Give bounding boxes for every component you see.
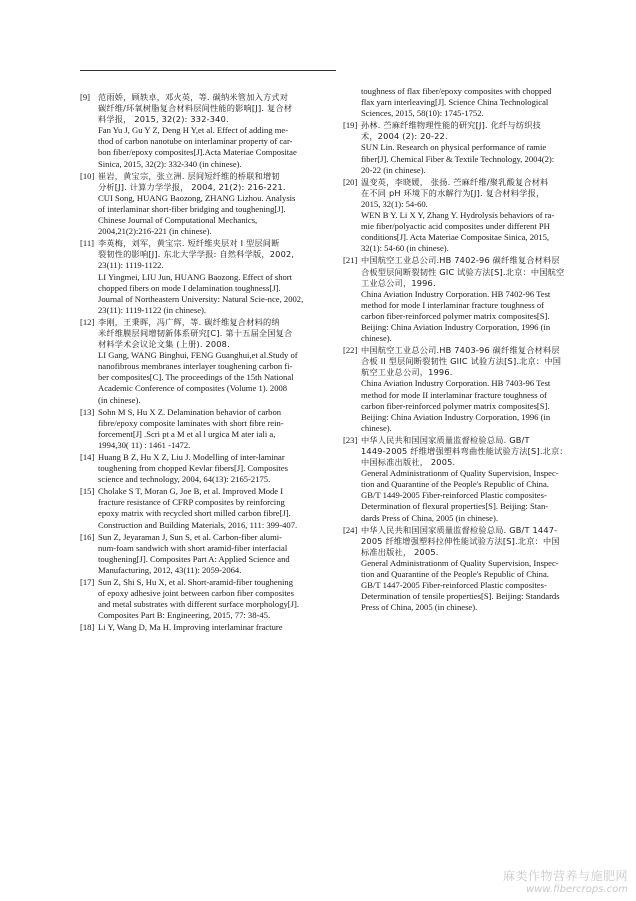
reference-number: [23]	[343, 434, 358, 445]
reference-line: ber composites[C]. The proceedings of the 15th National	[98, 372, 294, 383]
reference-line: thod of carbon nanotube on interlaminar property of car-	[98, 136, 293, 147]
reference-number: [15]	[80, 486, 95, 497]
reference-entry	[80, 622, 323, 633]
reference-entry	[80, 92, 323, 170]
reference-line: of epoxy adhesive joint between carbon fiber composites	[98, 588, 294, 599]
reference-line: WEN B Y. Li X Y, Zhang Y. Hydrolysis behaviors of ra-	[361, 210, 555, 221]
reference-entry	[80, 577, 323, 621]
reference-line: dards Press of China, 2005 (in chinese).	[361, 512, 498, 523]
reference-line: Sun Z, Jeyaraman J, Sun S, et al. Carbon-fiber alumi-	[98, 531, 283, 542]
reference-number: [20]	[343, 176, 358, 187]
watermark	[503, 867, 628, 895]
reference-entry	[343, 86, 589, 119]
reference-entry	[343, 525, 589, 614]
reference-line: 中国航空工业总公司.HB 7403-96 碳纤维复合材料层	[361, 345, 560, 356]
reference-line: toughening from chopped Kevlar fibers[J]. Composites	[98, 463, 288, 474]
reference-line: Journal of Northeastern University: Natural Scie-nce, 2002,	[98, 293, 304, 304]
reference-line: 术，2004 (2): 20-22.	[361, 131, 448, 142]
reference-line: 李英梅，刘军，黄宝宗. 短纤维夹层对 I 型层间断	[98, 238, 280, 249]
reference-line: Construction and Building Materials, 2016, 111: 399-407.	[98, 519, 298, 530]
reference-number: [21]	[343, 255, 358, 266]
reference-number: [16]	[80, 531, 95, 542]
reference-line: 崔岩，黄宝宗，张立洲. 层间短纤维的桥联和增韧	[98, 170, 280, 181]
reference-number: [24]	[343, 524, 358, 535]
watermark-site-name: 麻类作物营养与施肥网	[502, 869, 628, 883]
reference-line: chinese).	[361, 333, 392, 344]
reference-line: nanofibrous membranes interlayer toughening carbon fi-	[98, 361, 293, 372]
reference-number: [19]	[343, 120, 358, 131]
reference-line: Beijing: China Aviation Industry Corporation, 1996 (in	[361, 321, 551, 332]
reference-line: Huang B Z, Hu X Z, Liu J. Modelling of inter-laminar	[98, 452, 285, 462]
reference-line: 裂韧性的影响[J]. 东北大学学报: 自然科学版，2002,	[98, 249, 295, 260]
reference-line: method for mode I interlaminar fracture toughness of	[361, 299, 545, 310]
reference-line: 1449-2005 纤维增强塑料弯曲性能试验方法[S].北京：	[361, 446, 568, 456]
reference-line: LI Yingmei, LIU Jun, HUANG Baozong. Effect of short	[98, 271, 293, 282]
reference-line: 合板 II 型层间断裂韧性 GIIC 试验方法[S].北京：中国	[361, 356, 562, 367]
reference-line: Press of China, 2005 (in chinese).	[361, 602, 478, 613]
reference-line: Cholake S T, Moran G, Joe B, et al. Improved Mode I	[98, 486, 284, 497]
reference-line: General Administrationm of Quality Supervision, Inspec-	[361, 468, 559, 479]
reference-line: Sciences, 2015, 58(10): 1745-1752.	[361, 108, 484, 119]
reference-line: Beijing: China Aviation Industry Corporation, 1996 (in	[361, 411, 551, 422]
reference-line: 航空工业总公司，1996.	[361, 367, 453, 378]
reference-line: 中华人民共和国国家质量监督检验总局. GB/T 1447-	[361, 524, 558, 535]
reference-line: flax yarn interleaving[J]. Science China Technological	[361, 97, 549, 108]
reference-entry	[80, 532, 323, 576]
reference-line: bon fiber/epoxy composites[J].Acta Materiae Compositae	[98, 147, 297, 158]
reference-line: Determination of tensile properties[S]. Beijing: Standards	[361, 591, 560, 602]
reference-number: [14]	[80, 452, 95, 462]
reference-line: 23(11): 1119-1122 (in chinese).	[98, 304, 207, 315]
reference-entry	[343, 255, 589, 344]
reference-line: 温变英，李晓媛， 张扬. 苎麻纤维/聚乳酸复合材料	[361, 176, 549, 187]
reference-entry	[80, 452, 323, 485]
reference-line: method for mode II interlaminar fracture toughness of	[361, 389, 547, 400]
reference-entry	[80, 171, 323, 238]
reference-line: China Aviation Industry Corporation. HB 7402-96 Test	[361, 288, 551, 299]
reference-number: [18]	[80, 622, 95, 633]
reference-line: 工业总公司，1996.	[361, 277, 436, 288]
reference-number: [22]	[343, 345, 358, 356]
reference-line: num-foam sandwich with short aramid-fiber interfacial	[98, 542, 288, 553]
reference-number: [13]	[80, 406, 95, 417]
reference-line: 1994,30( 11) : 1461 -1472.	[98, 439, 191, 450]
reference-entry	[343, 177, 589, 255]
reference-line: fracture resistance of CFRP composites by reinforcing	[98, 497, 285, 508]
reference-line: tion and Quarantine of the People's Republic of China.	[361, 569, 549, 580]
reference-line: Sohn M S, Hu X Z. Delamination behavior of carbon	[98, 406, 282, 417]
reference-line: 材料学术会议论文集 (上册). 2008.	[98, 339, 230, 350]
reference-entry	[343, 435, 589, 524]
reference-number: [17]	[80, 577, 95, 588]
reference-line: 2004,21(2):216-221 (in chinese).	[98, 226, 212, 237]
reference-line: 23(11): 1119-1122.	[98, 260, 164, 271]
reference-line: Sun Z, Shi S, Hu X, et al. Short-aramid-fiber toughening	[98, 577, 294, 588]
reference-line: toughening[J]. Composites Part A: Applied Science and	[98, 553, 290, 564]
reference-line: toughness of flax fiber/epoxy composites with chopped	[361, 86, 552, 96]
reference-line: carbon fiber-reinforced polymer matrix composites[S].	[361, 400, 550, 411]
reference-line: 20-22 (in chinese).	[361, 164, 426, 175]
header-rule	[80, 70, 336, 71]
reference-line: 分析[J]. 计算力学学报， 2004, 21(2): 216-221.	[98, 181, 286, 192]
reference-line: (in chinese).	[98, 394, 141, 405]
reference-line: SUN Lin. Research on physical performance of ramie	[361, 142, 547, 153]
reference-line: 米纤维膜层间增韧新体系研究[C]. 第十五届全国复合	[98, 327, 293, 338]
reference-line: 2015, 32(1): 54-60.	[361, 198, 428, 209]
reference-line: 李刚，王秉晖，冯广辉，等. 碳纤维复合材料的纳	[98, 316, 280, 327]
reference-line: Fan Yu J, Gu Y Z, Deng H Y,et al. Effect of adding me-	[98, 125, 289, 136]
reference-line: chinese).	[361, 422, 392, 433]
reference-line: 合板型层间断裂韧性 GIC 试验方法[S].北京：中国航空	[361, 266, 565, 277]
reference-line: science and technology, 2004, 64(13): 2165-2175.	[98, 474, 271, 485]
reference-line: 孙林. 苎麻纤维物理性能的研究[J]. 化纤与纺织技	[361, 120, 541, 131]
watermark-url: www.fibercrops.com	[526, 884, 628, 895]
reference-line: conditions[J]. Acta Materiae Compositae Sinica, 2015,	[361, 232, 550, 243]
reference-line: Composites Part B: Engineering, 2015, 77: 38-45.	[98, 610, 271, 621]
reference-entry	[343, 345, 589, 434]
reference-line: chopped fibers on mode I delamination toughness[J].	[98, 282, 281, 293]
reference-line: 2005 纤维增强塑料拉伸性能试验方法[S].北京：中国	[361, 535, 560, 546]
reference-line: mie fiber/polyactic acid composites under different PH	[361, 221, 550, 232]
reference-column-left	[80, 92, 323, 635]
reference-line: Determination of flexural properties[S]. Beijing: Stan-	[361, 501, 549, 512]
reference-line: 标准出版社， 2005.	[361, 546, 439, 557]
reference-number: [9]	[80, 92, 91, 102]
reference-number: [11]	[80, 238, 94, 249]
reference-line: CUI Song, HUANG Baozong, ZHANG Lizhou. Analysis	[98, 192, 296, 203]
reference-number: [10]	[80, 170, 95, 181]
reference-line: tion and Quarantine of the People's Republic of China.	[361, 479, 549, 490]
reference-line: fiber[J]. Chemical Fiber & Textile Technology, 2004(2):	[361, 153, 555, 164]
reference-line: Chinese Journal of Computational Mechanics,	[98, 215, 258, 226]
reference-line: 范雨娇，顾轶卓，邓火英，等. 碳纳米管加入方式对	[98, 92, 289, 102]
reference-line: China Aviation Industry Corporation. HB 7403-96 Test	[361, 378, 551, 389]
reference-line: Manufacturing, 2012, 43(11): 2059-2064.	[98, 564, 242, 575]
reference-entry	[80, 238, 323, 316]
reference-line: GB/T 1447-2005 Fiber-reinforced Plastic composites-	[361, 580, 547, 591]
reference-line: epoxy matrix with recycled short milled carbon fibre[J].	[98, 508, 291, 519]
reference-line: of interlaminar short-fiber bridging and toughening[J].	[98, 203, 286, 214]
reference-line: Li Y, Wang D, Ma H. Improving interlaminar fracture	[98, 622, 283, 633]
reference-line: carbon fiber-reinforced polymer matrix composites[S].	[361, 310, 550, 321]
reference-line: LI Gang, WANG Binghui, FENG Guanghui,et al.Study of	[98, 350, 298, 361]
reference-line: and metal substrates with different surface morphology[J].	[98, 599, 300, 610]
reference-line: GB/T 1449-2005 Fiber-reinforced Plastic composites-	[361, 490, 547, 501]
reference-column-right	[343, 86, 589, 614]
reference-entry	[80, 486, 323, 530]
reference-line: 在不同 pH 环境下的水解行为[J]. 复合材料学报，	[361, 187, 545, 198]
reference-line: General Administrationm of Quality Supervision, Inspec-	[361, 557, 559, 568]
reference-line: Academic Conference of composites (Volume 1). 2008	[98, 383, 288, 394]
reference-line: 中国航空工业总公司.HB 7402-96 碳纤维复合材料层	[361, 255, 560, 266]
reference-entry	[80, 407, 323, 451]
reference-line: Sinica, 2015, 32(2): 332-340 (in chinese).	[98, 158, 242, 169]
reference-number: [12]	[80, 316, 95, 327]
reference-line: 中国标准出版社， 2005.	[361, 457, 456, 468]
reference-line: 中华人民共和国国家质量监督检验总局. GB/T	[361, 434, 530, 445]
reference-entry	[343, 120, 589, 175]
reference-line: 料学报， 2015, 32(2): 332-340.	[98, 114, 229, 125]
reference-line: 碳纤维/环氧树脂复合材料层间性能的影响[J]. 复合材	[98, 103, 293, 114]
reference-line: forcement[J] .Scri pt a M et al l urgica M ater iali a,	[98, 428, 276, 439]
reference-line: fibre/epoxy composite laminates with short fibre rein-	[98, 417, 284, 428]
reference-entry	[80, 317, 323, 406]
reference-line: 32(1): 54-60 (in chinese).	[361, 243, 449, 254]
